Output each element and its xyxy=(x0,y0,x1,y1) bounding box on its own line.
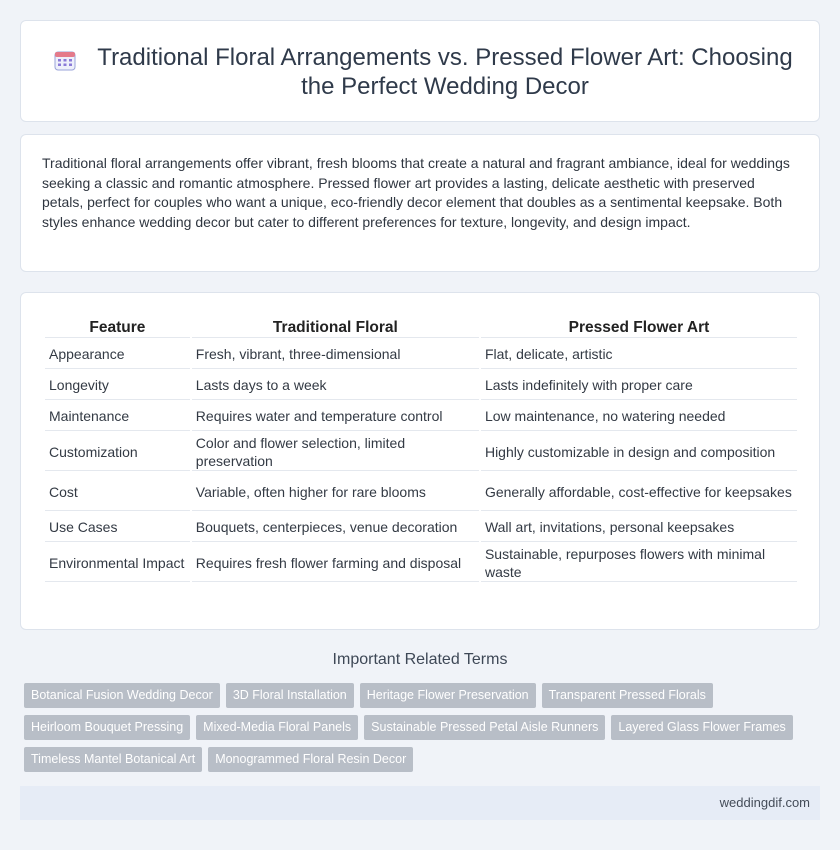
header-pressed: Pressed Flower Art xyxy=(481,318,797,338)
related-term-tag[interactable]: Mixed-Media Floral Panels xyxy=(196,715,358,740)
related-term-tag[interactable]: 3D Floral Installation xyxy=(226,683,354,708)
header-feature: Feature xyxy=(45,318,190,338)
feature-cell: Cost xyxy=(45,473,190,511)
related-term-tag[interactable]: Transparent Pressed Florals xyxy=(542,683,713,708)
traditional-cell: Color and flower selection, limited preservation xyxy=(192,433,479,471)
table-header-row xyxy=(45,318,797,338)
pressed-cell: Generally affordable, cost-effective for keepsakes xyxy=(481,473,797,511)
table-row xyxy=(45,473,797,511)
related-term-tag[interactable]: Heirloom Bouquet Pressing xyxy=(24,715,190,740)
title-card xyxy=(20,20,820,122)
traditional-cell: Lasts days to a week xyxy=(192,371,479,400)
table-row xyxy=(45,402,797,431)
intro-card xyxy=(20,134,820,272)
footer xyxy=(20,786,820,820)
related-terms-list xyxy=(24,683,804,779)
related-term-tag[interactable]: Layered Glass Flower Frames xyxy=(611,715,792,740)
intro-paragraph: Traditional floral arrangements offer vibrant, fresh blooms that create a natural and fragrant ambiance, ideal for weddings seeking a classic and romantic atmosphere. Pressed flower art provides a lasting, delicate aesthetic with preserved petals, perfect for couples who want a unique, eco-friendly decor element that doubles as a sentimental keepsake. Both styles enhance wedding decor but cater to different preferences for texture, longevity, and design impact. xyxy=(42,155,790,230)
footer-site-link[interactable]: weddingdif.com xyxy=(719,795,810,810)
feature-cell: Longevity xyxy=(45,371,190,400)
feature-cell: Use Cases xyxy=(45,513,190,542)
traditional-cell: Requires water and temperature control xyxy=(192,402,479,431)
related-term-tag[interactable]: Heritage Flower Preservation xyxy=(360,683,536,708)
related-term-tag[interactable]: Botanical Fusion Wedding Decor xyxy=(24,683,220,708)
traditional-cell: Requires fresh flower farming and disposal xyxy=(192,544,479,582)
traditional-cell: Bouquets, centerpieces, venue decoration xyxy=(192,513,479,542)
pressed-cell: Wall art, invitations, personal keepsakes xyxy=(481,513,797,542)
table-row xyxy=(45,371,797,400)
header-traditional: Traditional Floral xyxy=(192,318,479,338)
related-terms-heading: Important Related Terms xyxy=(332,651,508,668)
feature-cell: Maintenance xyxy=(45,402,190,431)
feature-cell: Appearance xyxy=(45,340,190,369)
traditional-cell: Variable, often higher for rare blooms xyxy=(192,473,479,511)
pressed-cell: Low maintenance, no watering needed xyxy=(481,402,797,431)
comparison-table xyxy=(43,316,799,584)
comparison-card xyxy=(20,292,820,630)
table-row xyxy=(45,340,797,369)
page-title: Traditional Floral Arrangements vs. Pressed Flower Art: Choosing the Perfect Wedding Decor xyxy=(97,44,793,100)
table-row xyxy=(45,433,797,471)
related-term-tag[interactable]: Monogrammed Floral Resin Decor xyxy=(208,747,413,772)
pressed-cell: Highly customizable in design and composition xyxy=(481,433,797,471)
pressed-cell: Sustainable, repurposes flowers with minimal waste xyxy=(481,544,797,582)
pressed-cell: Lasts indefinitely with proper care xyxy=(481,371,797,400)
feature-cell: Customization xyxy=(45,433,190,471)
feature-cell: Environmental Impact xyxy=(45,544,190,582)
related-term-tag[interactable]: Sustainable Pressed Petal Aisle Runners xyxy=(364,715,605,740)
related-term-tag[interactable]: Timeless Mantel Botanical Art xyxy=(24,747,202,772)
traditional-cell: Fresh, vibrant, three-dimensional xyxy=(192,340,479,369)
table-row xyxy=(45,544,797,582)
table-row xyxy=(45,513,797,542)
pressed-cell: Flat, delicate, artistic xyxy=(481,340,797,369)
